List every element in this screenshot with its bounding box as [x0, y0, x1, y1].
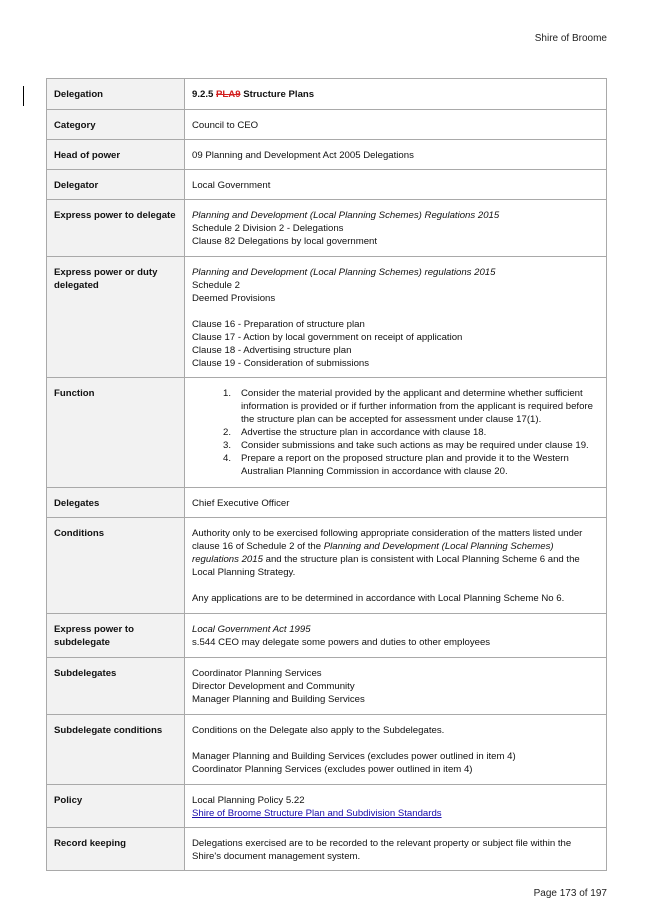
- row-function: [47, 378, 607, 488]
- value-category: Council to CEO: [185, 110, 607, 140]
- epsd-act: Local Government Act 1995: [192, 624, 311, 635]
- label-category: Category: [47, 110, 185, 140]
- function-item: 1. Consider the material provided by the applicant and determine whether sufficient information is provided or if further information from the applicant is required before the structure plan can be accepted for assessment under clause 17(1).: [222, 388, 593, 425]
- conditions-paragraph-2: Any applications are to be determined in accordance with Local Planning Scheme No 6.: [192, 593, 565, 604]
- row-express-power-to-delegate: [47, 200, 607, 257]
- subdelegate-item: Director Development and Community: [192, 681, 355, 692]
- delegation-number: 9.2.5: [192, 89, 214, 100]
- label-delegation: Delegation: [47, 79, 185, 110]
- value-record-keeping: Delegations exercised are to be recorded to the relevant property or subject file within the Shire's document management system.: [185, 828, 607, 871]
- row-delegates: [47, 488, 607, 518]
- epdd-schedule: Schedule 2: [192, 280, 241, 291]
- policy-link[interactable]: Shire of Broome Structure Plan and Subdivision Standards: [192, 808, 442, 819]
- delegation-title: Structure Plans: [243, 89, 315, 100]
- conditions-paragraph: Authority only to be exercised following appropriate consideration of the matters listed under clause 16 of Schedule 2 of the Planning and Development (Local Planning Schemes) regulations 2015 and the structure plan is consistent with Local Planning Scheme 6 and the Local Planning Strategy.: [192, 528, 583, 578]
- epdd-clause: Clause 18 - Advertising structure plan: [192, 345, 352, 356]
- label-head-of-power: Head of power: [47, 140, 185, 170]
- row-record-keeping: [47, 828, 607, 871]
- function-item: 4. Prepare a report on the proposed structure plan and provide it to the Western Australian Planning Commission in accordance with clause 20.: [222, 453, 569, 477]
- value-delegates: Chief Executive Officer: [185, 488, 607, 518]
- function-item: 3. Consider submissions and take such actions as may be required under clause 19.: [222, 440, 589, 451]
- label-delegator: Delegator: [47, 170, 185, 200]
- row-express-power-to-subdelegate: [47, 614, 607, 658]
- epdd-provisions: Deemed Provisions: [192, 293, 276, 304]
- label-express-power-to-delegate: Express power to delegate: [47, 200, 185, 257]
- sdc-line: Manager Planning and Building Services (excludes power outlined in item 4): [192, 751, 516, 762]
- label-conditions: Conditions: [47, 518, 185, 614]
- delegation-table: [46, 78, 607, 871]
- value-delegation: [185, 79, 607, 110]
- value-subdelegate-conditions: [185, 715, 607, 785]
- policy-name: Local Planning Policy 5.22: [192, 795, 305, 806]
- epdd-clause: Clause 16 - Preparation of structure plan: [192, 319, 365, 330]
- value-conditions: [185, 518, 607, 614]
- row-subdelegate-conditions: [47, 715, 607, 785]
- row-conditions: [47, 518, 607, 614]
- row-subdelegates: [47, 658, 607, 715]
- epd-regulation: Planning and Development (Local Planning Schemes) Regulations 2015: [192, 210, 500, 221]
- label-record-keeping: Record keeping: [47, 828, 185, 871]
- value-subdelegates: [185, 658, 607, 715]
- function-item: 2. Advertise the structure plan in accordance with clause 18.: [222, 427, 487, 438]
- row-policy: [47, 785, 607, 828]
- label-policy: Policy: [47, 785, 185, 828]
- epd-clause: Clause 82 Delegations by local government: [192, 236, 378, 247]
- label-express-power-or-duty: Express power or duty delegated: [47, 257, 185, 378]
- value-head-of-power: 09 Planning and Development Act 2005 Delegations: [185, 140, 607, 170]
- subdelegate-item: Coordinator Planning Services: [192, 668, 322, 679]
- page-number: Page 173 of 197: [533, 888, 607, 899]
- revision-change-bar: [23, 86, 24, 106]
- value-delegator: Local Government: [185, 170, 607, 200]
- epdd-clause: Clause 19 - Consideration of submissions: [192, 358, 370, 369]
- subdelegate-item: Manager Planning and Building Services: [192, 694, 365, 705]
- label-subdelegate-conditions: Subdelegate conditions: [47, 715, 185, 785]
- function-list: [192, 387, 596, 478]
- sdc-line: Conditions on the Delegate also apply to the Subdelegates.: [192, 725, 445, 736]
- epsd-section: s.544 CEO may delegate some powers and duties to other employees: [192, 637, 491, 648]
- delegation-old-code: PLA9: [216, 89, 241, 100]
- epdd-regulation: Planning and Development (Local Planning Schemes) regulations 2015: [192, 267, 496, 278]
- row-express-power-or-duty: [47, 257, 607, 378]
- value-function: [185, 378, 607, 488]
- row-head-of-power: [47, 140, 607, 170]
- value-express-power-to-delegate: [185, 200, 607, 257]
- epd-schedule: Schedule 2 Division 2 - Delegations: [192, 223, 344, 234]
- row-delegation: [47, 79, 607, 110]
- label-express-power-to-subdelegate: Express power to subdelegate: [47, 614, 185, 658]
- label-subdelegates: Subdelegates: [47, 658, 185, 715]
- header-organisation: Shire of Broome: [534, 33, 607, 44]
- epdd-clause: Clause 17 - Action by local government on receipt of application: [192, 332, 463, 343]
- value-express-power-or-duty: [185, 257, 607, 378]
- value-policy: [185, 785, 607, 828]
- label-delegates: Delegates: [47, 488, 185, 518]
- value-express-power-to-subdelegate: [185, 614, 607, 658]
- label-function: Function: [47, 378, 185, 488]
- row-delegator: [47, 170, 607, 200]
- sdc-line: Coordinator Planning Services (excludes power outlined in item 4): [192, 764, 473, 775]
- row-category: [47, 110, 607, 140]
